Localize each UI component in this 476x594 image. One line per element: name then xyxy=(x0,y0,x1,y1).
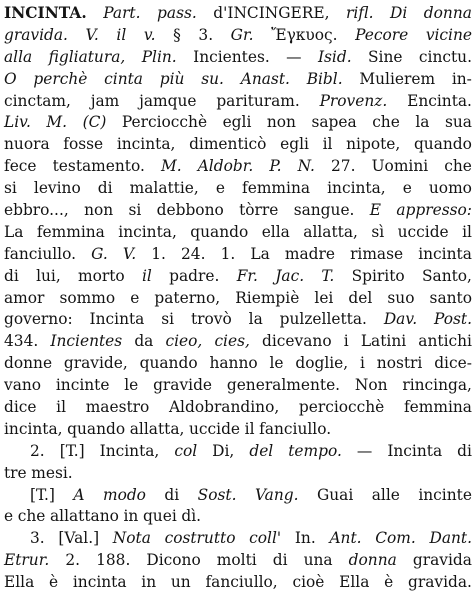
word: gravida. xyxy=(4,25,68,44)
word: Fr. xyxy=(236,266,258,285)
word: si xyxy=(128,201,142,220)
word: Aldobr. xyxy=(197,157,254,176)
word: e xyxy=(215,179,225,198)
word: M. xyxy=(46,113,68,132)
word: su. xyxy=(201,69,224,88)
word: Ἔγκυος. xyxy=(271,25,338,44)
word: Di, xyxy=(212,441,235,460)
word: N. xyxy=(297,157,315,176)
word: Aldobrandino, xyxy=(168,398,280,417)
word: pass. xyxy=(157,4,197,22)
word: malattie, xyxy=(129,179,199,198)
word: perchè xyxy=(33,69,88,88)
word: il xyxy=(244,419,255,438)
text-line xyxy=(4,397,472,419)
word: Pecore xyxy=(355,25,409,44)
word: — xyxy=(356,441,373,460)
word: Sost. xyxy=(197,485,237,504)
word: Guai xyxy=(316,485,354,504)
word: amor xyxy=(4,288,45,307)
word: rifl. xyxy=(346,4,374,22)
word: paterno, xyxy=(154,288,221,307)
word: e xyxy=(402,179,412,198)
text-line xyxy=(4,3,472,25)
word: non xyxy=(266,113,296,132)
word: Ant. xyxy=(329,529,362,548)
word: [Val.] xyxy=(58,529,100,548)
word: donna xyxy=(423,4,472,22)
word: la xyxy=(415,113,430,132)
word: padre. xyxy=(169,266,220,285)
word: lui, xyxy=(36,266,61,285)
text-line xyxy=(4,25,472,47)
word: una xyxy=(303,551,333,570)
word: dimenticò xyxy=(189,135,267,154)
word: il xyxy=(142,266,152,285)
word: e xyxy=(4,507,14,526)
word: Dav. xyxy=(383,310,418,329)
word: coll' xyxy=(249,529,282,548)
word: fosse xyxy=(63,135,104,154)
word: Part. xyxy=(103,4,141,22)
word: fanciullo. xyxy=(259,419,332,438)
word: d'INCINGERE, xyxy=(213,4,330,22)
word: col xyxy=(174,441,198,460)
word: di xyxy=(4,266,19,285)
word: 3. xyxy=(30,529,45,548)
word: 1. xyxy=(151,244,166,263)
word: molti xyxy=(216,551,257,570)
text-line xyxy=(4,222,472,244)
word: allatta, xyxy=(303,222,358,241)
word: il xyxy=(322,135,333,154)
text-line xyxy=(4,550,472,572)
word: Incinta, xyxy=(99,441,160,460)
text-line xyxy=(4,528,472,550)
word: incinte xyxy=(55,376,110,395)
word: cies, xyxy=(214,332,250,351)
word: sommo xyxy=(59,288,116,307)
word: mesi. xyxy=(31,463,73,482)
word: generalmente. xyxy=(226,376,341,395)
word: nostri xyxy=(376,354,423,373)
word: E xyxy=(369,201,382,220)
word: Incinta xyxy=(387,441,443,460)
dictionary-entry xyxy=(4,3,472,594)
word: sapea xyxy=(311,113,357,132)
word: nuora xyxy=(4,135,50,154)
word: uccide xyxy=(397,222,449,241)
word: Plin. xyxy=(141,47,177,66)
word: O xyxy=(4,69,17,88)
word: jam xyxy=(90,91,120,110)
word: incinte xyxy=(418,485,472,504)
word: di xyxy=(164,485,180,504)
word: Encinta. xyxy=(407,91,472,110)
word: Ella xyxy=(339,573,370,592)
text-line xyxy=(4,309,472,331)
word: M. xyxy=(160,157,182,176)
word: Vang. xyxy=(254,485,299,504)
word: A xyxy=(73,485,85,504)
word: femmina xyxy=(403,398,472,417)
word: fece xyxy=(4,157,37,176)
text-line xyxy=(4,244,472,266)
word: alle xyxy=(371,485,400,504)
word: del xyxy=(249,441,274,460)
text-line xyxy=(4,91,472,113)
word: incinta, xyxy=(327,179,386,198)
word: e xyxy=(130,288,140,307)
word: 2. xyxy=(30,441,45,460)
word: non xyxy=(84,201,114,220)
word: santo xyxy=(429,288,472,307)
word: che xyxy=(444,157,472,176)
word: di xyxy=(272,551,288,570)
word: levino xyxy=(33,179,81,198)
word: rincinga, xyxy=(402,376,472,395)
word: dice xyxy=(4,398,37,417)
word: uccide xyxy=(189,419,241,438)
word: morto xyxy=(78,266,125,285)
word: femmina xyxy=(36,222,105,241)
word: Dicono xyxy=(146,551,201,570)
word: Liv. xyxy=(4,113,31,132)
word: si xyxy=(161,310,175,329)
word: nipote, xyxy=(346,135,401,154)
word: Santo, xyxy=(421,266,472,285)
text-line xyxy=(4,485,472,507)
word: 24. xyxy=(181,244,206,263)
word: Dant. xyxy=(429,529,472,548)
word: Spirito xyxy=(351,266,405,285)
word: [T.] xyxy=(30,485,55,504)
word: dicevano xyxy=(262,332,332,351)
word: incinta, xyxy=(118,222,177,241)
word: 188. xyxy=(96,551,131,570)
word: alla xyxy=(4,47,33,66)
word: fanciullo, xyxy=(205,573,278,592)
word: Incinta xyxy=(89,310,145,329)
word: jamque xyxy=(139,91,197,110)
word: Bibl. xyxy=(306,69,343,88)
word: è xyxy=(49,573,59,592)
word: parituram. xyxy=(216,91,300,110)
word: tre xyxy=(4,463,27,482)
word: Di xyxy=(390,4,408,22)
word: gravida xyxy=(412,551,472,570)
text-line xyxy=(4,572,472,594)
word: Uomini xyxy=(371,157,429,176)
word: le xyxy=(124,376,139,395)
word: Com. xyxy=(375,529,416,548)
word: dice- xyxy=(434,354,472,373)
word: doglie, xyxy=(295,354,349,373)
text-line xyxy=(4,441,472,463)
word: hanno xyxy=(209,354,258,373)
word: tempo. xyxy=(288,441,342,460)
word: figliatura, xyxy=(48,47,126,66)
word: più xyxy=(159,69,185,88)
word: quando xyxy=(190,222,249,241)
entry-headword: INCINTA. xyxy=(4,4,87,22)
word: testamento. xyxy=(52,157,145,176)
word: Sine xyxy=(368,47,403,66)
text-line xyxy=(4,331,472,353)
word: egli xyxy=(280,135,309,154)
word: Etrur. xyxy=(4,551,50,570)
text-line xyxy=(4,112,472,134)
word: governo: xyxy=(4,310,73,329)
word: cioè xyxy=(292,573,325,592)
text-line xyxy=(4,506,472,528)
word: Jac. xyxy=(275,266,305,285)
word: cinctu. xyxy=(418,47,472,66)
word: allatta, xyxy=(129,419,185,438)
word: modo xyxy=(102,485,146,504)
word: quando xyxy=(139,354,198,373)
word: trovò xyxy=(190,310,232,329)
word: sua xyxy=(444,113,472,132)
word: donna xyxy=(348,551,397,570)
word: G. xyxy=(91,244,108,263)
word: allattano xyxy=(49,507,119,526)
word: debbono xyxy=(156,201,224,220)
word: sangue. xyxy=(293,201,355,220)
word: uomo xyxy=(428,179,472,198)
word: antichi xyxy=(418,332,472,351)
text-line xyxy=(4,69,472,91)
word: § xyxy=(173,25,181,44)
word: (C) xyxy=(82,113,107,132)
word: in xyxy=(123,507,139,526)
word: femmina xyxy=(242,179,311,198)
word: da xyxy=(134,332,154,351)
word: la xyxy=(248,310,263,329)
word: Riempiè xyxy=(235,288,300,307)
text-line xyxy=(4,47,472,69)
text-line xyxy=(4,200,472,222)
text-line xyxy=(4,419,472,441)
word: 27. xyxy=(331,157,356,176)
word: P. xyxy=(269,157,282,176)
word: gravide xyxy=(153,376,213,395)
word: Latini xyxy=(360,332,407,351)
word: in xyxy=(141,573,157,592)
text-line xyxy=(4,266,472,288)
word: sì xyxy=(371,222,385,241)
word: in- xyxy=(451,69,472,88)
word: Nota xyxy=(112,529,151,548)
word: si xyxy=(4,179,17,198)
word: Perciocchè xyxy=(121,113,208,132)
word: le xyxy=(269,354,284,373)
text-line xyxy=(4,134,472,156)
word: La xyxy=(4,222,24,241)
word: Mulierem xyxy=(359,69,436,88)
word: i xyxy=(360,354,365,373)
word: Incientes xyxy=(50,332,123,351)
word: Incientes. xyxy=(193,47,270,66)
word: Gr. xyxy=(230,25,254,44)
word: perciocchè xyxy=(298,398,385,417)
word: 434. xyxy=(4,332,39,351)
word: incinta xyxy=(72,573,127,592)
word: — xyxy=(286,47,302,66)
word: quando xyxy=(67,419,126,438)
word: appresso: xyxy=(396,201,472,220)
text-line xyxy=(4,375,472,397)
word: un xyxy=(170,573,191,592)
word: incinta, xyxy=(4,419,63,438)
word: 2. xyxy=(65,551,80,570)
word: costrutto xyxy=(164,529,236,548)
word: maestro xyxy=(85,398,150,417)
word: rimase xyxy=(350,244,404,263)
word: cieo, xyxy=(165,332,203,351)
word: ella xyxy=(261,222,290,241)
word: incinta xyxy=(418,244,472,263)
word: Post. xyxy=(434,310,472,329)
word: del xyxy=(348,288,373,307)
text-line xyxy=(4,288,472,310)
word: che xyxy=(372,113,400,132)
word: dì. xyxy=(181,507,202,526)
word: lei xyxy=(314,288,334,307)
word: che xyxy=(17,507,46,526)
word: Ella xyxy=(4,573,35,592)
text-line xyxy=(4,463,472,485)
word: suo xyxy=(387,288,415,307)
word: In. xyxy=(294,529,316,548)
word: donne xyxy=(4,354,53,373)
word: cinctam, xyxy=(4,91,71,110)
text-line xyxy=(4,353,472,375)
word: 1. xyxy=(220,244,236,263)
word: il xyxy=(56,398,67,417)
word: Isid. xyxy=(317,47,352,66)
word: fanciullo. xyxy=(4,244,76,263)
word: Provenz. xyxy=(319,91,388,110)
word: cinta xyxy=(104,69,143,88)
word: T. xyxy=(321,266,335,285)
word: ebbro..., xyxy=(4,201,69,220)
word: Anast. xyxy=(240,69,290,88)
word: quei xyxy=(142,507,177,526)
word: di xyxy=(457,441,472,460)
word: [T.] xyxy=(59,441,85,460)
word: 3. xyxy=(198,25,214,44)
word: il xyxy=(462,222,472,241)
word: gravide, xyxy=(63,354,128,373)
word: quando xyxy=(413,135,472,154)
word: v. xyxy=(143,25,156,44)
word: Non xyxy=(354,376,388,395)
word: incinta, xyxy=(116,135,176,154)
word: i xyxy=(343,332,349,351)
word: V. xyxy=(85,25,99,44)
text-line xyxy=(4,156,472,178)
word: il xyxy=(116,25,127,44)
word: La xyxy=(250,244,270,263)
word: madre xyxy=(284,244,335,263)
word: pulzelletta. xyxy=(279,310,367,329)
word: V. xyxy=(122,244,137,263)
word: di xyxy=(97,179,113,198)
word: vicine xyxy=(425,25,472,44)
text-line xyxy=(4,178,472,200)
word: tòrre xyxy=(239,201,279,220)
word: gravida. xyxy=(408,573,472,592)
word: vano xyxy=(4,376,42,395)
word: è xyxy=(384,573,394,592)
word: egli xyxy=(222,113,252,132)
